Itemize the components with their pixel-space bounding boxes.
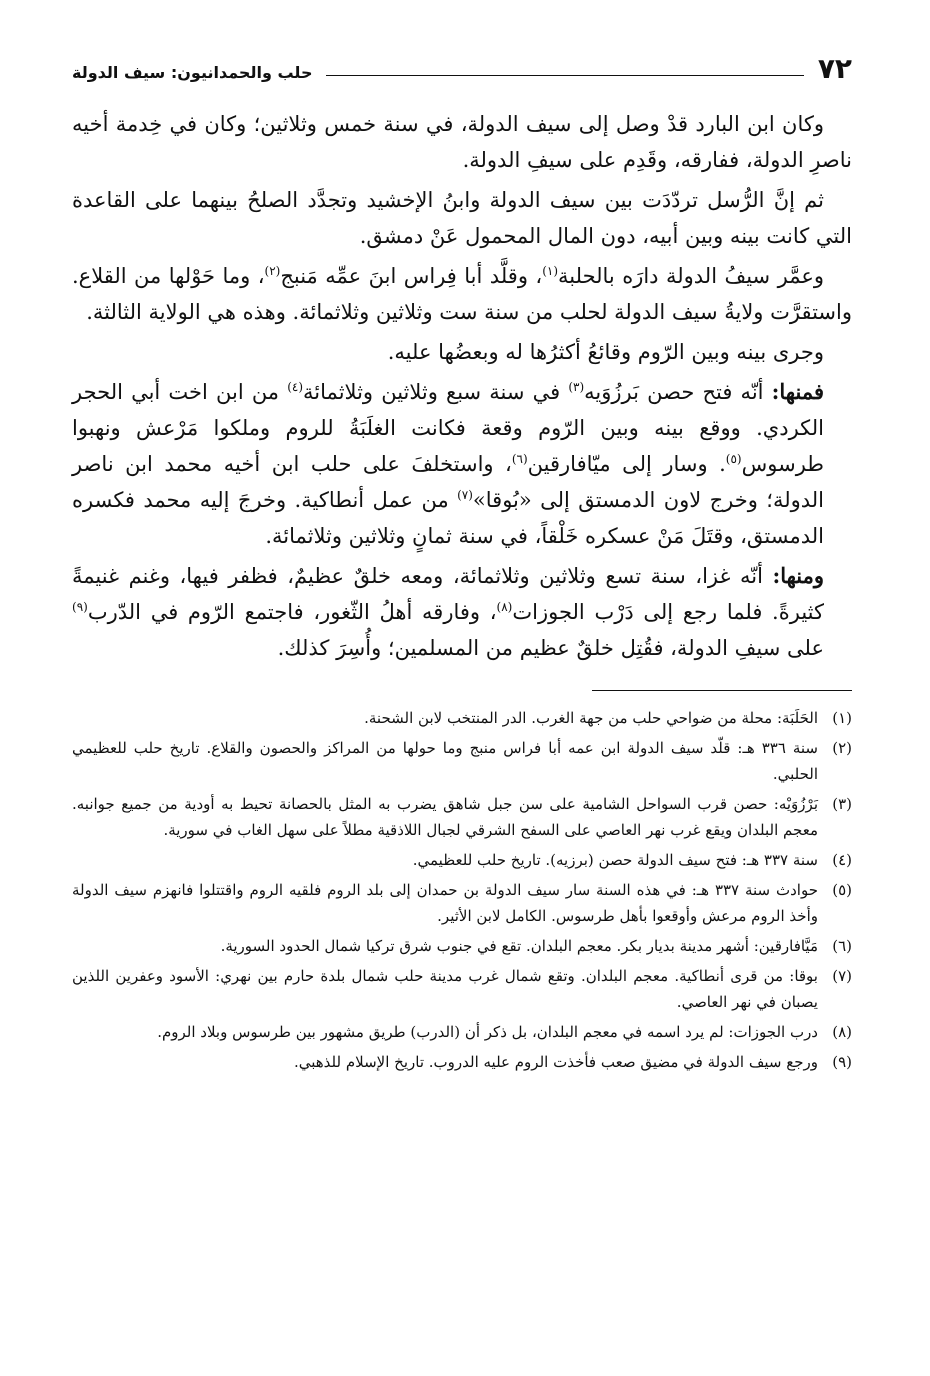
paragraph-text: أنّه فتح حصن بَرزُوَيه (584, 380, 772, 404)
paragraph-text: ثم إنَّ الرُّسل تردّدَت بين سيف الدولة وابنُ الإخشيد وتجدَّد الصلحُ بينهما على القاعدة التي كانت بينه وبين أبيه، دون المال المحمول عَنْ دمشق. (72, 188, 852, 248)
footnote-number: (١) (832, 709, 852, 727)
paragraph-text: أنّه غزا، سنة تسع وثلاثين وثلاثمائة، ومعه خلقٌ عظيمٌ، فظفر فيها، وغنم غنيمةً كثيرةً. فلما رجع إلى دَرْب الجوزات (72, 564, 824, 624)
footnote-separator (592, 690, 852, 691)
main-text (72, 106, 852, 666)
paragraph-text: ، وفارقه أهلُ الثّغور، فاجتمع الرّوم في الدّرب (87, 600, 497, 624)
footnotes (72, 705, 852, 1075)
lead-word: ومنها: (772, 563, 824, 588)
footnote-item (72, 877, 852, 929)
running-title: حلب والحمدانيون: سيف الدولة (72, 63, 313, 82)
footnote-number: (٦) (832, 937, 852, 955)
paragraph-text: ، وقلَّد أبا فِراس ابنَ عمِّه مَنبج (280, 264, 543, 288)
footnote-text: ورجع سيف الدولة في مضيق صعب فأخذت الروم عليه الدروب. تاريخ الإسلام للذهبي. (293, 1053, 818, 1071)
page-number: ٧٢ (817, 52, 852, 85)
paragraph (72, 334, 852, 370)
paragraph (72, 106, 852, 178)
footnote-text: سنة ٣٣٦ هـ: قلّد سيف الدولة ابن عمه أبا فراس منبج وما حولها من المراكز والحصون والقلاع. تاريخ حلب للعظيمي الحلبي. (72, 739, 819, 783)
paragraph-text: وعمَّر سيفُ الدولة دارَه بالحلبة (558, 264, 825, 288)
footnote-item (72, 933, 852, 959)
paragraph-text: وجرى بينه وبين الرّوم وقائعُ أكثرُها له وبعضُها عليه. (387, 340, 824, 364)
footnote-text: مَيَّافارقين: أشهر مدينة بديار بكر. معجم البلدان. تقع في جنوب شرق تركيا شمال الحدود السورية. (220, 937, 818, 955)
footnote-ref[interactable]: (٤) (287, 380, 304, 394)
footnote-number: (٧) (832, 967, 852, 985)
paragraph-text: وكان ابن البارد قدْ وصل إلى سيف الدولة، في سنة خمس وثلاثين؛ وكان في خِدمة أخيه ناصرِ الدولة، ففارقه، وقَدِم على سيفِ الدولة. (72, 112, 852, 172)
footnote-ref[interactable]: (١) (542, 264, 559, 278)
footnote-text: بَرْزُوَيْه: حصن قرب السواحل الشامية على سن جبل شاهق يضرب به المثل بالحصانة تحيط به أودية من جميع جوانبه. معجم البلدان ويقع غرب نهر العاصي على السفح الشرقي لجبال اللاذقية مطلاً على سهل الغاب في سورية. (72, 795, 818, 839)
footnote-ref[interactable]: (٣) (568, 380, 585, 394)
footnote-number: (٤) (832, 851, 852, 869)
paragraph (72, 558, 852, 666)
footnote-item (72, 963, 852, 1015)
footnote-text: بوقا: من قرى أنطاكية. معجم البلدان. وتقع شمال غرب مدينة حلب شمال بلدة حارم بين نهري: الأسود وعفرين اللذين يصبان في نهر العاصي. (72, 967, 818, 1011)
footnote-number: (٩) (832, 1053, 852, 1071)
paragraph-text: من ابن اخت أبي الحجر الكردي. ووقع بينه وبين الرّوم وقعة فكانت الغلَبَةُ للروم وملكوا مَرْعش ونهبوا طرسوس (72, 380, 824, 476)
footnote-number: (٣) (832, 795, 852, 813)
footnote-ref[interactable]: (٥) (725, 452, 742, 466)
footnote-ref[interactable]: (٢) (264, 264, 281, 278)
paragraph-text: في سنة سبع وثلاثين وثلاثمائة (303, 380, 569, 404)
footnote-ref[interactable]: (٧) (457, 488, 473, 502)
footnote-ref[interactable]: (٦) (511, 452, 528, 466)
footnote-item (72, 1049, 852, 1075)
footnote-item (72, 705, 852, 731)
footnote-item (72, 847, 852, 873)
page-header (72, 50, 852, 84)
footnote-text: درب الجوزات: لم يرد اسمه في معجم البلدان، بل ذكر أن (الدرب) طريق مشهور بين طرسوس وبلاد الروم. (157, 1023, 818, 1041)
book-page (72, 50, 852, 1350)
paragraph (72, 182, 852, 254)
footnote-ref[interactable]: (٨) (496, 600, 513, 614)
paragraph-text: ، واستخلفَ على حلب ابن أخيه محمد ابن ناصر الدولة؛ وخرج لاون الدمستق إلى «بُوقا» (72, 452, 824, 512)
footnote-item (72, 791, 852, 843)
footnote-item (72, 735, 852, 787)
lead-word: فمنها: (771, 379, 825, 404)
paragraph-text: . وسار إلى ميّافارقين (527, 452, 726, 476)
footnote-text: سنة ٣٣٧ هـ: فتح سيف الدولة حصن (برزيه). تاريخ حلب للعظيمي. (412, 851, 818, 869)
header-rule (326, 75, 803, 76)
footnote-ref[interactable]: (٩) (72, 600, 88, 614)
footnote-text: الحَلَبَة: محلة من ضواحي حلب من جهة الغرب. الدر المنتخب لابن الشحنة. (364, 709, 818, 727)
paragraph (72, 374, 852, 554)
paragraph (72, 258, 852, 330)
footnote-number: (٢) (832, 739, 852, 757)
paragraph-text: ، وما حَوْلها من القلاع. واستقرَّت ولايةُ سيف الدولة لحلب من سنة ست وثلاثين وثلاثمائة. وهذه هي الولاية الثالثة. (72, 264, 852, 324)
paragraph-text: من عمل أنطاكية. وخرجَ إليه محمد فكسره الدمستق، وقتَلَ مَنْ عسكره خَلْقاً، في سنة ثمانٍ وثلاثين وثلاثمائة. (72, 488, 824, 548)
footnote-number: (٥) (832, 881, 852, 899)
footnote-item (72, 1019, 852, 1045)
paragraph-text: على سيفِ الدولة، فقُتِل خلقٌ عظيم من المسلمين؛ وأُسِرَ كذلك. (277, 636, 824, 660)
footnote-text: حوادث سنة ٣٣٧ هـ: في هذه السنة سار سيف الدولة بن حمدان إلى بلد الروم فلقيه الروم واقتتلوا فانهزم سيف الدولة وأخذ الروم مرعش وأوقعوا بأهل طرسوس. الكامل لابن الأثير. (72, 881, 818, 925)
footnote-number: (٨) (832, 1023, 852, 1041)
